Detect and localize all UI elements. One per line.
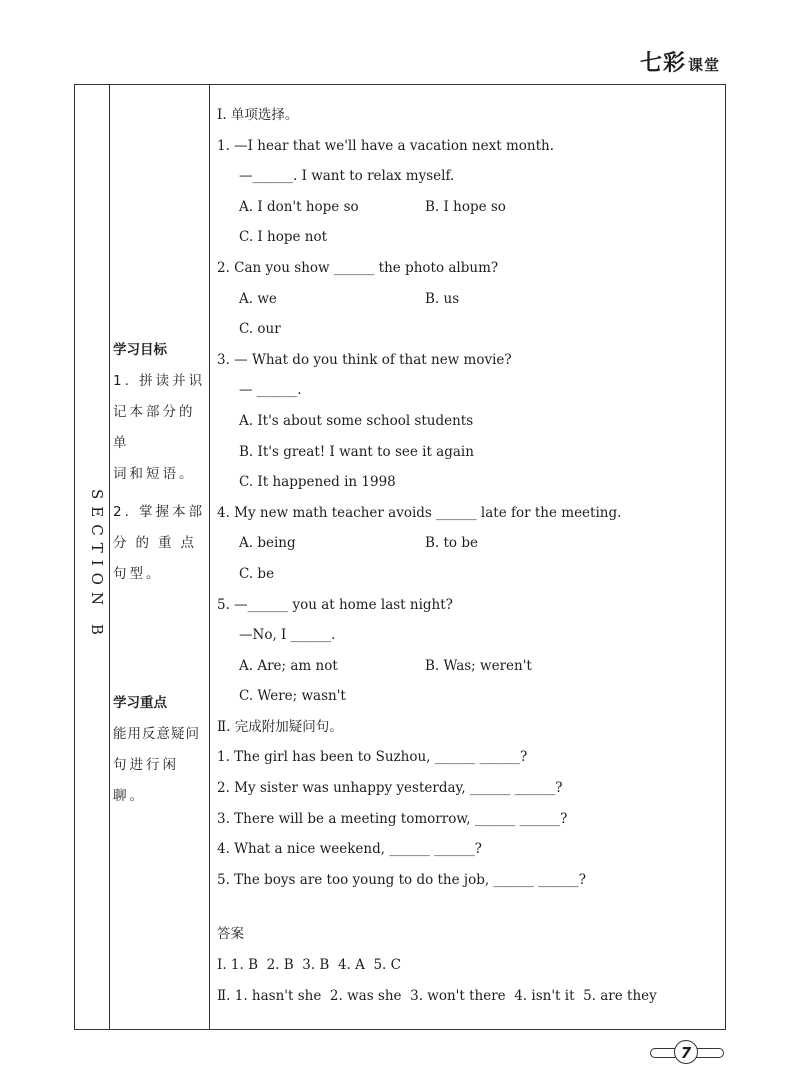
worksheet-frame [74,84,726,1030]
focus-line-1: 能用反意疑问 [113,726,200,742]
objective-2-line-3: 句型。 [113,566,163,582]
focus-heading: 学习重点 [113,695,167,711]
tag-question-1: 1. The girl has been to Suzhou, ______ ______? [217,749,528,766]
section-label: SECTION B [88,489,106,642]
q5-stem: 5. —______ you at home last night? [217,596,453,613]
q4-option-b: B. to be [425,535,478,552]
answers-part2: Ⅱ. 1. hasn't she 2. was she 3. won't there 4. isn't it 5. are they [217,987,657,1004]
q4-options-ab [217,528,722,559]
q3-option-a: A. It's about some school students [239,412,474,429]
brand-logo [640,46,720,77]
q3-option-b: B. It's great! I want to see it again [239,443,474,460]
q1-reply: —______. I want to relax myself. [239,168,455,185]
tag-question-2: 2. My sister was unhappy yesterday, ______ ______? [217,780,563,797]
objective-2-block [113,497,207,590]
objective-1-line-2: 记本部分的单 [113,404,196,451]
tag-question-3: 3. There will be a meeting tomorrow, ______ ______? [217,810,568,827]
objective-1-line-1: 1. 拼读并识 [113,373,206,389]
objectives-block [113,335,207,490]
q4-option-c: C. be [239,565,275,582]
objectives-heading: 学习目标 [113,342,167,358]
brand-main: 七彩 [640,50,687,76]
q2-options-ab [217,284,722,315]
q2-option-a: A. we [239,290,277,307]
tag-question-4: 4. What a nice weekend, ______ ______? [217,841,482,858]
q4-option-a: A. being [239,535,296,552]
q1-option-c: C. I hope not [239,229,328,246]
focus-block [113,688,207,812]
q1-stem: 1. —I hear that we'll have a vacation next month. [217,137,555,154]
q2-option-b: B. us [425,290,460,307]
q5-option-b: B. Was; weren't [425,657,532,674]
q4-stem: 4. My new math teacher avoids ______ late for the meeting. [217,504,622,521]
answers-heading: 答案 [217,926,244,943]
q5-option-a: A. Are; am not [239,657,338,674]
q2-stem: 2. Can you show ______ the photo album? [217,259,499,276]
answers-part1: Ⅰ. 1. B 2. B 3. B 4. A 5. C [217,957,401,974]
q5-option-c: C. Were; wasn't [239,688,346,705]
page-number-badge [650,1040,724,1066]
part2-title: Ⅱ. 完成附加疑问句。 [217,718,343,735]
q2-option-c: C. our [239,321,281,338]
focus-line-2: 句进行闲聊。 [113,757,179,804]
q1-option-a: A. I don't hope so [239,198,359,215]
brand-sub: 课堂 [688,56,721,74]
q5-reply: —No, I ______. [239,627,336,644]
q3-option-c: C. It happened in 1998 [239,474,396,491]
objective-2-line-2: 分的重点 [113,535,203,551]
q5-options-ab [217,651,722,682]
tag-question-5: 5. The boys are too young to do the job, ______ ______? [217,871,586,888]
page-number: 7 [674,1040,698,1064]
section-column [75,85,110,1029]
q3-reply: — ______. [239,382,302,399]
exercise-content [217,100,722,1011]
q1-option-b: B. I hope so [425,198,506,215]
q3-stem: 3. — What do you think of that new movie? [217,351,512,368]
objective-1-line-3: 词和短语。 [113,466,196,482]
objective-2-line-1: 2. 掌握本部 [113,504,206,520]
part1-title: Ⅰ. 单项选择。 [217,107,299,123]
q1-options-ab [217,192,722,223]
